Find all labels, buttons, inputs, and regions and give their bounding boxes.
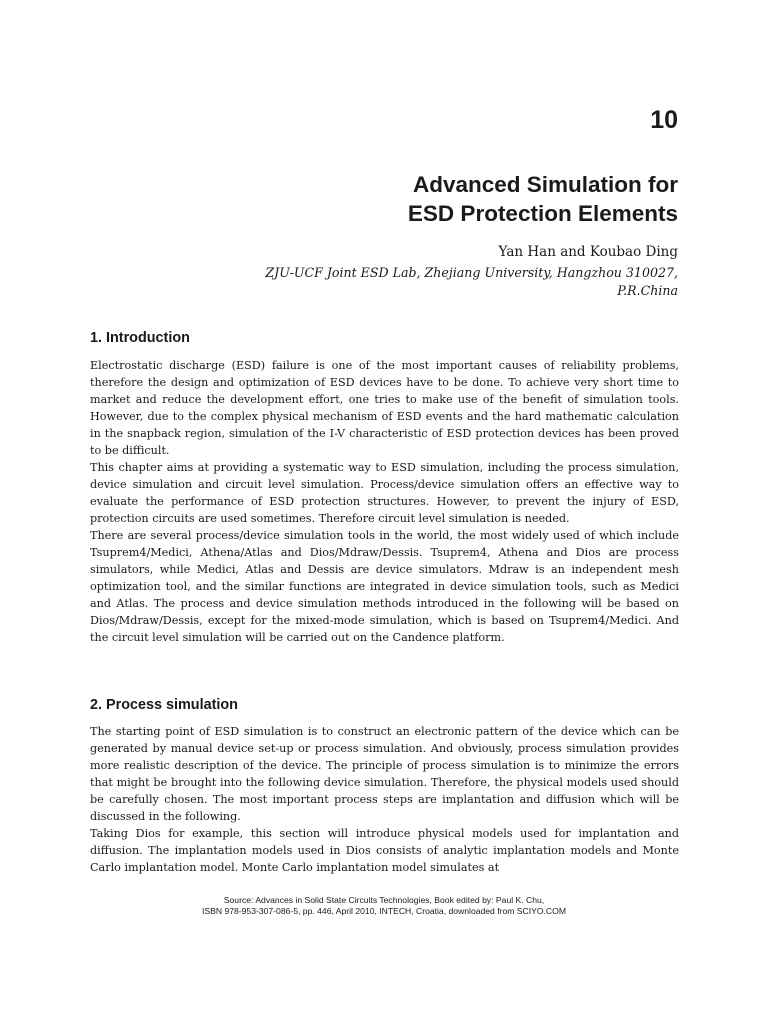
chapter-title [178, 170, 678, 228]
paragraph: This chapter aims at providing a systematic way to ESD simulation, including the process simulation, device simulation and circuit level simulation. Process/device simulation offers an effective way to evaluate the performance of ESD protection structures. However, to prevent the injury of ESD, protection circuits are used sometimes. Therefore circuit level simulation is needed. [90, 461, 679, 525]
title-line: Advanced Simulation for [412, 172, 678, 197]
affiliation-line: ZJU-UCF Joint ESD Lab, Zhejiang University, Hangzhou 310027, [265, 265, 678, 280]
paragraph: The starting point of ESD simulation is to construct an electronic pattern of the device which can be generated by manual device set-up or process simulation. And obviously, process simulation provides more realistic description of the device. The principle of process simulation is to minimize the errors that might be brought into the following device simulation. Therefore, the physical models used should be carefully chosen. The most important process steps are implantation and diffusion which will be discussed in the following. [90, 725, 679, 823]
title-line: ESD Protection Elements [407, 201, 678, 226]
section-body-introduction [90, 357, 679, 646]
source-footer [0, 895, 768, 917]
footer-line: Source: Advances in Solid State Circuits Technologies, Book edited by: Paul K. Chu, [223, 895, 545, 905]
paragraph: Electrostatic discharge (ESD) failure is one of the most important causes of reliability problems, therefore the design and optimization of ESD devices have to be done. To achieve very short time to market and reduce the development effort, one tries to make use of the benefit of simulation tools. However, due to the complex physical mechanism of ESD events and the hard mathematic calculation in the snapback region, simulation of the I-V characteristic of ESD protection devices has been proved to be difficult. [90, 359, 679, 457]
section-heading-introduction: 1. Introduction [90, 330, 190, 346]
paragraph: There are several process/device simulation tools in the world, the most widely used of which include Tsuprem4/Medici, Athena/Atlas and Dios/Mdraw/Dessis. Tsuprem4, Athena and Dios are process simulators, while Medici, Atlas and Dessis are device simulators. Mdraw is an independent mesh optimization tool, and the similar functions are integrated in device simulation tools, such as Medici and Atlas. The process and device simulation methods introduced in the following will be based on Dios/Mdraw/Dessis, except for the mixed-mode simulation, which is based on Tsuprem4/Medici. And the circuit level simulation will be carried out on the Candence platform. [90, 529, 679, 644]
section-body-process-simulation [90, 723, 679, 876]
affiliation-line: P.R.China [617, 283, 678, 298]
section-heading-process-simulation: 2. Process simulation [90, 697, 238, 713]
chapter-number: 10 [650, 106, 678, 134]
footer-line: ISBN 978-953-307-086-5, pp. 446, April 2010, INTECH, Croatia, downloaded from SCIYO.COM [202, 906, 566, 916]
paragraph: Taking Dios for example, this section will introduce physical models used for implantation and diffusion. The implantation models used in Dios consists of analytic implantation models and Monte Carlo implantation model. Monte Carlo implantation model simulates at [90, 827, 679, 874]
affiliation [158, 264, 678, 300]
authors: Yan Han and Koubao Ding [498, 244, 678, 260]
